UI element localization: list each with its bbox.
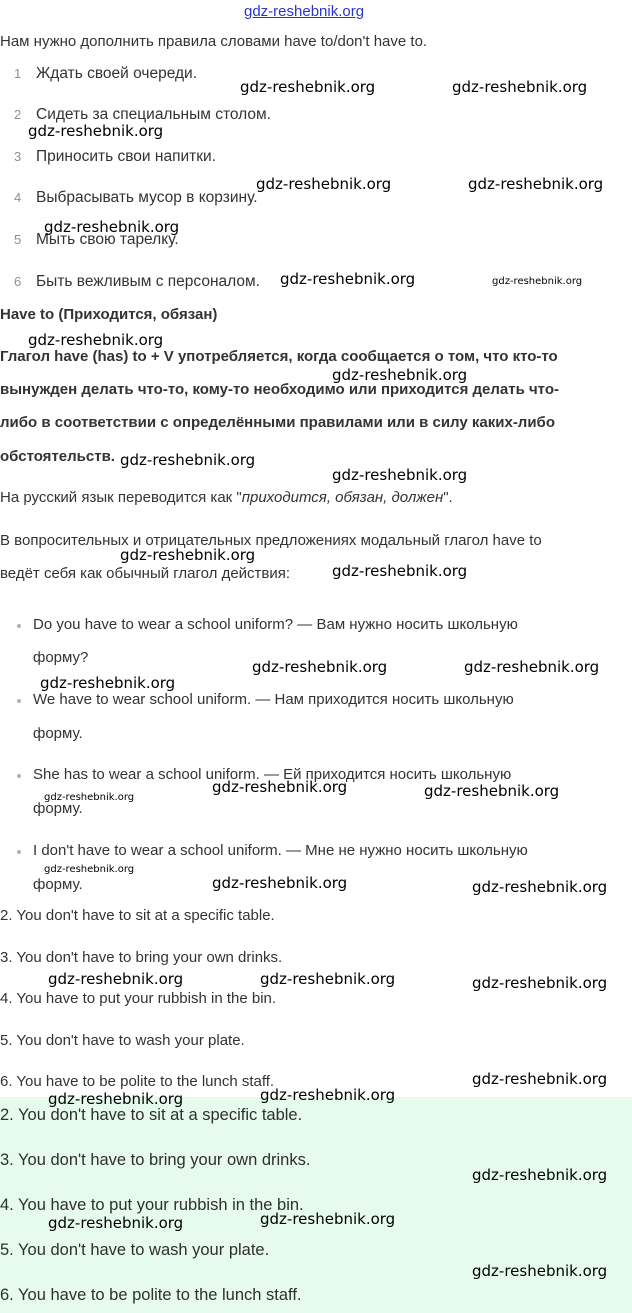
- watermark: gdz-reshebnik.org: [492, 276, 583, 287]
- watermark: gdz-reshebnik.org: [212, 778, 348, 796]
- rule-text: Мыть свою тарелку.: [36, 231, 179, 248]
- watermark: gdz-reshebnik.org: [120, 451, 256, 469]
- bullet-icon: [17, 699, 21, 703]
- answer-line: 4. You have to put your rubbish in the bin.: [0, 990, 277, 1007]
- rule-text: Выбрасывать мусор в корзину.: [36, 189, 258, 206]
- watermark: gdz-reshebnik.org: [44, 218, 180, 236]
- watermark: gdz-reshebnik.org: [280, 270, 416, 288]
- watermark: gdz-reshebnik.org: [472, 974, 608, 992]
- highlighted-answer-line: 2. You don't have to sit at a specific table.: [0, 1106, 303, 1124]
- rule-item: [14, 65, 197, 83]
- watermark: gdz-reshebnik.org: [40, 674, 176, 692]
- theory-bold-line: обстоятельств.: [0, 448, 115, 465]
- highlighted-answer-line: 6. You have to be polite to the lunch staff.: [0, 1286, 302, 1304]
- question-note-line: В вопросительных и отрицательных предложениях модальный глагол have to: [0, 532, 542, 549]
- highlighted-answer-line: 5. You don't have to wash your plate.: [0, 1241, 270, 1259]
- watermark: gdz-reshebnik.org: [256, 175, 392, 193]
- rule-number: 6: [14, 274, 22, 289]
- answer-line: 3. You don't have to bring your own drinks.: [0, 949, 283, 966]
- example-line: I don't have to wear a school uniform. — Мне не нужно носить школьную: [33, 842, 528, 859]
- example-line: форму.: [33, 725, 83, 742]
- bullet-icon: [17, 850, 21, 854]
- watermark: gdz-reshebnik.org: [28, 331, 164, 349]
- watermark: gdz-reshebnik.org: [332, 466, 468, 484]
- rule-item: [14, 189, 258, 207]
- watermark: gdz-reshebnik.org: [48, 970, 184, 988]
- watermark: gdz-reshebnik.org: [424, 782, 560, 800]
- bullet-icon: [17, 624, 21, 628]
- watermark: gdz-reshebnik.org: [472, 1262, 608, 1280]
- rule-number: 5: [14, 232, 22, 247]
- answer-line: 5. You don't have to wash your plate.: [0, 1032, 245, 1049]
- translation-suffix: ".: [443, 489, 453, 506]
- rule-number: 4: [14, 190, 22, 205]
- watermark: gdz-reshebnik.org: [240, 78, 376, 96]
- example-line: We have to wear school uniform. — Нам приходится носить школьную: [33, 691, 514, 708]
- rule-number: 3: [14, 149, 22, 164]
- example-line: форму.: [33, 876, 83, 893]
- translation-note: [0, 489, 453, 506]
- answer-line: 2. You don't have to sit at a specific table.: [0, 907, 275, 924]
- theory-bold-line: Глагол have (has) to + V употребляется, когда сообщается о том, что кто-то: [0, 348, 558, 365]
- watermark: gdz-reshebnik.org: [260, 970, 396, 988]
- example-line: She has to wear a school uniform. — Ей приходится носить школьную: [33, 766, 512, 783]
- watermark: gdz-reshebnik.org: [472, 878, 608, 896]
- watermark: gdz-reshebnik.org: [28, 122, 164, 140]
- watermark: gdz-reshebnik.org: [452, 78, 588, 96]
- watermark: gdz-reshebnik.org: [468, 175, 604, 193]
- watermark: gdz-reshebnik.org: [44, 864, 135, 875]
- rule-item: [14, 273, 260, 291]
- answer-line: 6. You have to be polite to the lunch staff.: [0, 1073, 275, 1090]
- watermark: gdz-reshebnik.org: [332, 562, 468, 580]
- watermark: gdz-reshebnik.org: [212, 874, 348, 892]
- rule-item: [14, 148, 216, 166]
- site-link[interactable]: gdz-reshebnik.org: [244, 3, 365, 20]
- rule-text: Сидеть за специальным столом.: [36, 106, 271, 123]
- example-line: форму.: [33, 800, 83, 817]
- theory-bold-line: вынужден делать что-то, кому-то необходимо или приходится делать что-: [0, 381, 559, 398]
- watermark: gdz-reshebnik.org: [260, 1210, 396, 1228]
- watermark: gdz-reshebnik.org: [252, 658, 388, 676]
- watermark: gdz-reshebnik.org: [472, 1166, 608, 1184]
- highlighted-answer-line: 4. You have to put your rubbish in the bin.: [0, 1196, 304, 1214]
- rule-text: Ждать своей очереди.: [36, 65, 198, 82]
- translation-prefix: На русский язык переводится как ": [0, 489, 242, 506]
- highlighted-answer-line: 3. You don't have to bring your own drinks.: [0, 1151, 311, 1169]
- example-line: Do you have to wear a school uniform? — Вам нужно носить школьную: [33, 616, 518, 633]
- watermark: gdz-reshebnik.org: [464, 658, 600, 676]
- rule-number: 1: [14, 66, 22, 81]
- translation-italic: приходится, обязан, должен: [241, 489, 444, 506]
- rule-text: Быть вежливым с персоналом.: [36, 273, 260, 290]
- watermark: gdz-reshebnik.org: [260, 1086, 396, 1104]
- watermark: gdz-reshebnik.org: [48, 1090, 184, 1108]
- theory-heading: Have to (Приходится, обязан): [0, 306, 218, 323]
- watermark: gdz-reshebnik.org: [44, 792, 135, 803]
- theory-bold-line: либо в соответствии с определёнными правилами или в силу каких-либо: [0, 414, 555, 431]
- watermark: gdz-reshebnik.org: [48, 1214, 184, 1232]
- watermark: gdz-reshebnik.org: [120, 546, 256, 564]
- task-intro: Нам нужно дополнить правила словами have to/don't have to.: [0, 33, 428, 50]
- watermark: gdz-reshebnik.org: [472, 1070, 608, 1088]
- bullet-icon: [17, 774, 21, 778]
- example-line: форму?: [33, 649, 89, 666]
- rule-number: 2: [14, 107, 22, 122]
- watermark: gdz-reshebnik.org: [332, 366, 468, 384]
- rule-text: Приносить свои напитки.: [36, 148, 216, 165]
- question-note-line: ведёт себя как обычный глагол действия:: [0, 565, 291, 582]
